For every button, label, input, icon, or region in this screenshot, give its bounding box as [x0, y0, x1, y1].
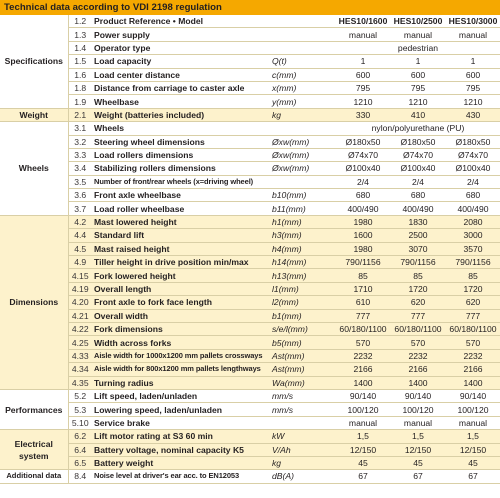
row-number: 6.2 — [68, 430, 92, 443]
row-value-2: Ø100x40 — [390, 162, 446, 175]
row-unit: mm/s — [270, 389, 336, 402]
section-label: Wheels — [0, 122, 68, 216]
table-row — [0, 456, 500, 469]
row-unit: Ast(mm) — [270, 349, 336, 362]
row-number: 3.4 — [68, 162, 92, 175]
row-value-1: 1980 — [336, 215, 390, 228]
row-value-2: Ø74x70 — [390, 148, 446, 161]
table-row — [0, 389, 500, 402]
row-number: 4.19 — [68, 282, 92, 295]
table-row — [0, 202, 500, 215]
row-value-1: 1210 — [336, 95, 390, 108]
row-number: 5.2 — [68, 389, 92, 402]
table-row — [0, 215, 500, 228]
row-number: 4.33 — [68, 349, 92, 362]
row-value-1: 1 — [336, 55, 390, 68]
row-unit: kg — [270, 108, 336, 121]
row-value-3: 1 — [446, 55, 500, 68]
row-unit: h1(mm) — [270, 215, 336, 228]
table-row — [0, 148, 500, 161]
row-value-1: 1,5 — [336, 430, 390, 443]
row-label: Service brake — [92, 416, 270, 429]
spec-table-body — [0, 15, 500, 483]
table-row — [0, 376, 500, 389]
row-value-3: 2232 — [446, 349, 500, 362]
row-value-2: 45 — [390, 456, 446, 469]
row-value-1: Ø74x70 — [336, 148, 390, 161]
row-value-3: 2/4 — [446, 175, 500, 188]
row-value-3: 100/120 — [446, 403, 500, 416]
table-row — [0, 55, 500, 68]
table-row — [0, 363, 500, 376]
row-value-2: Ø180x50 — [390, 135, 446, 148]
row-unit: V/Ah — [270, 443, 336, 456]
row-label: Load roller wheelbase — [92, 202, 270, 215]
row-value-2: 410 — [390, 108, 446, 121]
row-number: 1.3 — [68, 28, 92, 41]
row-number: 4.15 — [68, 269, 92, 282]
row-value-2: 400/490 — [390, 202, 446, 215]
row-unit — [270, 15, 336, 28]
row-number: 3.6 — [68, 189, 92, 202]
row-unit: s/e/l(mm) — [270, 322, 336, 335]
row-label: Wheels — [92, 122, 270, 135]
row-value-3: 3570 — [446, 242, 500, 255]
table-row — [0, 15, 500, 28]
row-number: 4.25 — [68, 336, 92, 349]
row-value-2: 1400 — [390, 376, 446, 389]
row-value-1: manual — [336, 28, 390, 41]
row-value-2: HES10/2500 — [390, 15, 446, 28]
row-value-1: Ø180x50 — [336, 135, 390, 148]
table-row — [0, 309, 500, 322]
row-number: 4.4 — [68, 229, 92, 242]
table-row — [0, 108, 500, 121]
table-row — [0, 81, 500, 94]
row-label: Overall width — [92, 309, 270, 322]
row-value-3: manual — [446, 28, 500, 41]
row-value-2: 680 — [390, 189, 446, 202]
row-value-2: 1,5 — [390, 430, 446, 443]
row-value-3: 45 — [446, 456, 500, 469]
row-unit: Q(t) — [270, 55, 336, 68]
row-value-1: 777 — [336, 309, 390, 322]
table-row — [0, 229, 500, 242]
row-number: 1.5 — [68, 55, 92, 68]
row-value-1: 330 — [336, 108, 390, 121]
row-number: 4.2 — [68, 215, 92, 228]
table-row — [0, 122, 500, 135]
row-value-3: 12/150 — [446, 443, 500, 456]
row-value-2: 620 — [390, 296, 446, 309]
row-number: 1.4 — [68, 41, 92, 54]
row-unit: h14(mm) — [270, 256, 336, 269]
row-label: Overall length — [92, 282, 270, 295]
row-unit: b1(mm) — [270, 309, 336, 322]
row-value-2: 2/4 — [390, 175, 446, 188]
table-row — [0, 296, 500, 309]
row-value-1: 400/490 — [336, 202, 390, 215]
row-unit: l2(mm) — [270, 296, 336, 309]
row-value-3: 85 — [446, 269, 500, 282]
row-value-3: 570 — [446, 336, 500, 349]
section-label: Weight — [0, 108, 68, 121]
row-unit: dB(A) — [270, 470, 336, 483]
row-unit: b10(mm) — [270, 189, 336, 202]
row-unit: b5(mm) — [270, 336, 336, 349]
row-value-1: 1400 — [336, 376, 390, 389]
table-row — [0, 175, 500, 188]
table-row — [0, 269, 500, 282]
row-unit: h13(mm) — [270, 269, 336, 282]
row-value-2: 600 — [390, 68, 446, 81]
row-number: 6.4 — [68, 443, 92, 456]
row-value-1: 100/120 — [336, 403, 390, 416]
row-value-3: Ø74x70 — [446, 148, 500, 161]
row-unit: l1(mm) — [270, 282, 336, 295]
row-value-2: 777 — [390, 309, 446, 322]
row-number: 3.1 — [68, 122, 92, 135]
row-label: Mast lowered height — [92, 215, 270, 228]
row-value-3: 60/180/1100 — [446, 322, 500, 335]
row-value-3: 790/1156 — [446, 256, 500, 269]
row-value-2: 67 — [390, 470, 446, 483]
row-unit: kg — [270, 456, 336, 469]
table-row — [0, 95, 500, 108]
row-unit — [270, 122, 336, 135]
row-value-1: HES10/1600 — [336, 15, 390, 28]
row-number: 1.9 — [68, 95, 92, 108]
row-value-1: 600 — [336, 68, 390, 81]
row-unit: b11(mm) — [270, 202, 336, 215]
section-label: Electrical system — [0, 430, 68, 470]
row-value-1: 60/180/1100 — [336, 322, 390, 335]
row-value-1: 1710 — [336, 282, 390, 295]
row-label: Number of front/rear wheels (x=driving wheel) — [92, 175, 270, 188]
row-value-2: 12/150 — [390, 443, 446, 456]
row-number: 4.35 — [68, 376, 92, 389]
row-number: 3.3 — [68, 148, 92, 161]
row-unit: y(mm) — [270, 95, 336, 108]
table-row — [0, 189, 500, 202]
row-value-2: 1830 — [390, 215, 446, 228]
row-value-1: 795 — [336, 81, 390, 94]
row-label: Wheelbase — [92, 95, 270, 108]
row-number: 2.1 — [68, 108, 92, 121]
table-row — [0, 430, 500, 443]
section-label: Dimensions — [0, 215, 68, 389]
row-unit — [270, 175, 336, 188]
row-value-2: 1210 — [390, 95, 446, 108]
section-label: Performances — [0, 389, 68, 429]
row-label: Fork lowered height — [92, 269, 270, 282]
row-value-3: 795 — [446, 81, 500, 94]
row-number: 4.20 — [68, 296, 92, 309]
row-value-2: 570 — [390, 336, 446, 349]
row-number: 4.21 — [68, 309, 92, 322]
table-row — [0, 162, 500, 175]
row-unit: h4(mm) — [270, 242, 336, 255]
row-unit: mm/s — [270, 403, 336, 416]
row-number: 1.8 — [68, 81, 92, 94]
spec-table — [0, 15, 500, 484]
row-label: Stabilizing rollers dimensions — [92, 162, 270, 175]
row-label: Battery voltage, nominal capacity K5 — [92, 443, 270, 456]
row-unit: Øxw(mm) — [270, 162, 336, 175]
table-row — [0, 470, 500, 483]
row-value-3: 1400 — [446, 376, 500, 389]
row-unit: Wa(mm) — [270, 376, 336, 389]
row-number: 1.6 — [68, 68, 92, 81]
row-value-3: 3000 — [446, 229, 500, 242]
table-row — [0, 282, 500, 295]
row-number: 1.2 — [68, 15, 92, 28]
row-unit: Øxw(mm) — [270, 148, 336, 161]
row-unit: c(mm) — [270, 68, 336, 81]
row-value-1: 90/140 — [336, 389, 390, 402]
row-unit: kW — [270, 430, 336, 443]
row-number: 8.4 — [68, 470, 92, 483]
row-label: Mast raised height — [92, 242, 270, 255]
row-value-merged: nylon/polyurethane (PU) — [336, 122, 500, 135]
row-value-2: 100/120 — [390, 403, 446, 416]
row-value-2: 2166 — [390, 363, 446, 376]
row-value-1: manual — [336, 416, 390, 429]
row-label: Steering wheel dimensions — [92, 135, 270, 148]
row-value-1: 2232 — [336, 349, 390, 362]
row-label: Tiller height in drive position min/max — [92, 256, 270, 269]
table-row — [0, 68, 500, 81]
row-label: Lift speed, laden/unladen — [92, 389, 270, 402]
row-label: Load center distance — [92, 68, 270, 81]
row-number: 5.3 — [68, 403, 92, 416]
table-row — [0, 28, 500, 41]
row-value-3: 2080 — [446, 215, 500, 228]
row-label: Operator type — [92, 41, 270, 54]
row-label: Standard lift — [92, 229, 270, 242]
row-label: Power supply — [92, 28, 270, 41]
row-label: Noise level at driver's ear acc. to EN12053 — [92, 470, 270, 483]
row-number: 5.10 — [68, 416, 92, 429]
row-label: Fork dimensions — [92, 322, 270, 335]
row-label: Aisle width for 1000x1200 mm pallets crossways — [92, 349, 270, 362]
row-label: Front axle wheelbase — [92, 189, 270, 202]
row-unit: Ast(mm) — [270, 363, 336, 376]
section-label: Additional data — [0, 470, 68, 483]
row-label: Distance from carriage to caster axle — [92, 81, 270, 94]
row-value-3: HES10/3000 — [446, 15, 500, 28]
row-value-merged: pedestrian — [336, 41, 500, 54]
row-value-1: 2166 — [336, 363, 390, 376]
row-number: 3.2 — [68, 135, 92, 148]
row-value-1: 2/4 — [336, 175, 390, 188]
row-label: Lift motor rating at S3 60 min — [92, 430, 270, 443]
table-row — [0, 443, 500, 456]
table-row — [0, 322, 500, 335]
row-value-1: 790/1156 — [336, 256, 390, 269]
row-value-2: 2232 — [390, 349, 446, 362]
row-label: Lowering speed, laden/unladen — [92, 403, 270, 416]
row-value-2: 3070 — [390, 242, 446, 255]
row-value-3: 777 — [446, 309, 500, 322]
table-row — [0, 336, 500, 349]
row-value-1: 610 — [336, 296, 390, 309]
row-value-2: 2500 — [390, 229, 446, 242]
table-row — [0, 242, 500, 255]
row-value-3: 2166 — [446, 363, 500, 376]
row-unit — [270, 416, 336, 429]
row-value-2: manual — [390, 28, 446, 41]
row-value-2: 790/1156 — [390, 256, 446, 269]
row-value-2: 1 — [390, 55, 446, 68]
sheet-title: Technical data according to VDI 2198 regulation — [0, 0, 500, 15]
row-number: 4.5 — [68, 242, 92, 255]
row-number: 4.9 — [68, 256, 92, 269]
row-value-3: 67 — [446, 470, 500, 483]
row-value-3: 620 — [446, 296, 500, 309]
row-value-1: 67 — [336, 470, 390, 483]
table-row — [0, 403, 500, 416]
row-value-1: 680 — [336, 189, 390, 202]
row-number: 3.5 — [68, 175, 92, 188]
row-value-3: 90/140 — [446, 389, 500, 402]
row-value-3: manual — [446, 416, 500, 429]
row-value-2: 795 — [390, 81, 446, 94]
table-row — [0, 135, 500, 148]
row-value-2: 85 — [390, 269, 446, 282]
row-value-2: 60/180/1100 — [390, 322, 446, 335]
row-unit — [270, 28, 336, 41]
row-unit — [270, 41, 336, 54]
row-value-1: 570 — [336, 336, 390, 349]
row-value-3: 400/490 — [446, 202, 500, 215]
section-label: Specifications — [0, 15, 68, 108]
row-value-2: 90/140 — [390, 389, 446, 402]
row-label: Weight (batteries included) — [92, 108, 270, 121]
row-value-3: 1,5 — [446, 430, 500, 443]
row-value-3: 430 — [446, 108, 500, 121]
row-value-3: Ø100x40 — [446, 162, 500, 175]
table-row — [0, 41, 500, 54]
row-value-1: Ø100x40 — [336, 162, 390, 175]
row-value-1: 12/150 — [336, 443, 390, 456]
row-label: Turning radius — [92, 376, 270, 389]
row-label: Product Reference • Model — [92, 15, 270, 28]
row-value-1: 85 — [336, 269, 390, 282]
row-value-1: 1980 — [336, 242, 390, 255]
row-label: Width across forks — [92, 336, 270, 349]
row-value-1: 45 — [336, 456, 390, 469]
row-value-1: 1600 — [336, 229, 390, 242]
row-value-2: manual — [390, 416, 446, 429]
row-value-3: 1210 — [446, 95, 500, 108]
table-row — [0, 349, 500, 362]
table-row — [0, 256, 500, 269]
row-value-3: 1720 — [446, 282, 500, 295]
row-label: Load capacity — [92, 55, 270, 68]
table-row — [0, 416, 500, 429]
row-value-3: 600 — [446, 68, 500, 81]
row-unit: x(mm) — [270, 81, 336, 94]
row-value-2: 1720 — [390, 282, 446, 295]
row-label: Load rollers dimensions — [92, 148, 270, 161]
row-label: Aisle width for 800x1200 mm pallets lengthways — [92, 363, 270, 376]
row-number: 6.5 — [68, 456, 92, 469]
row-number: 3.7 — [68, 202, 92, 215]
row-label: Front axle to fork face length — [92, 296, 270, 309]
row-label: Battery weight — [92, 456, 270, 469]
row-value-3: Ø180x50 — [446, 135, 500, 148]
row-number: 4.34 — [68, 363, 92, 376]
row-value-3: 680 — [446, 189, 500, 202]
row-number: 4.22 — [68, 322, 92, 335]
row-unit: h3(mm) — [270, 229, 336, 242]
row-unit: Øxw(mm) — [270, 135, 336, 148]
